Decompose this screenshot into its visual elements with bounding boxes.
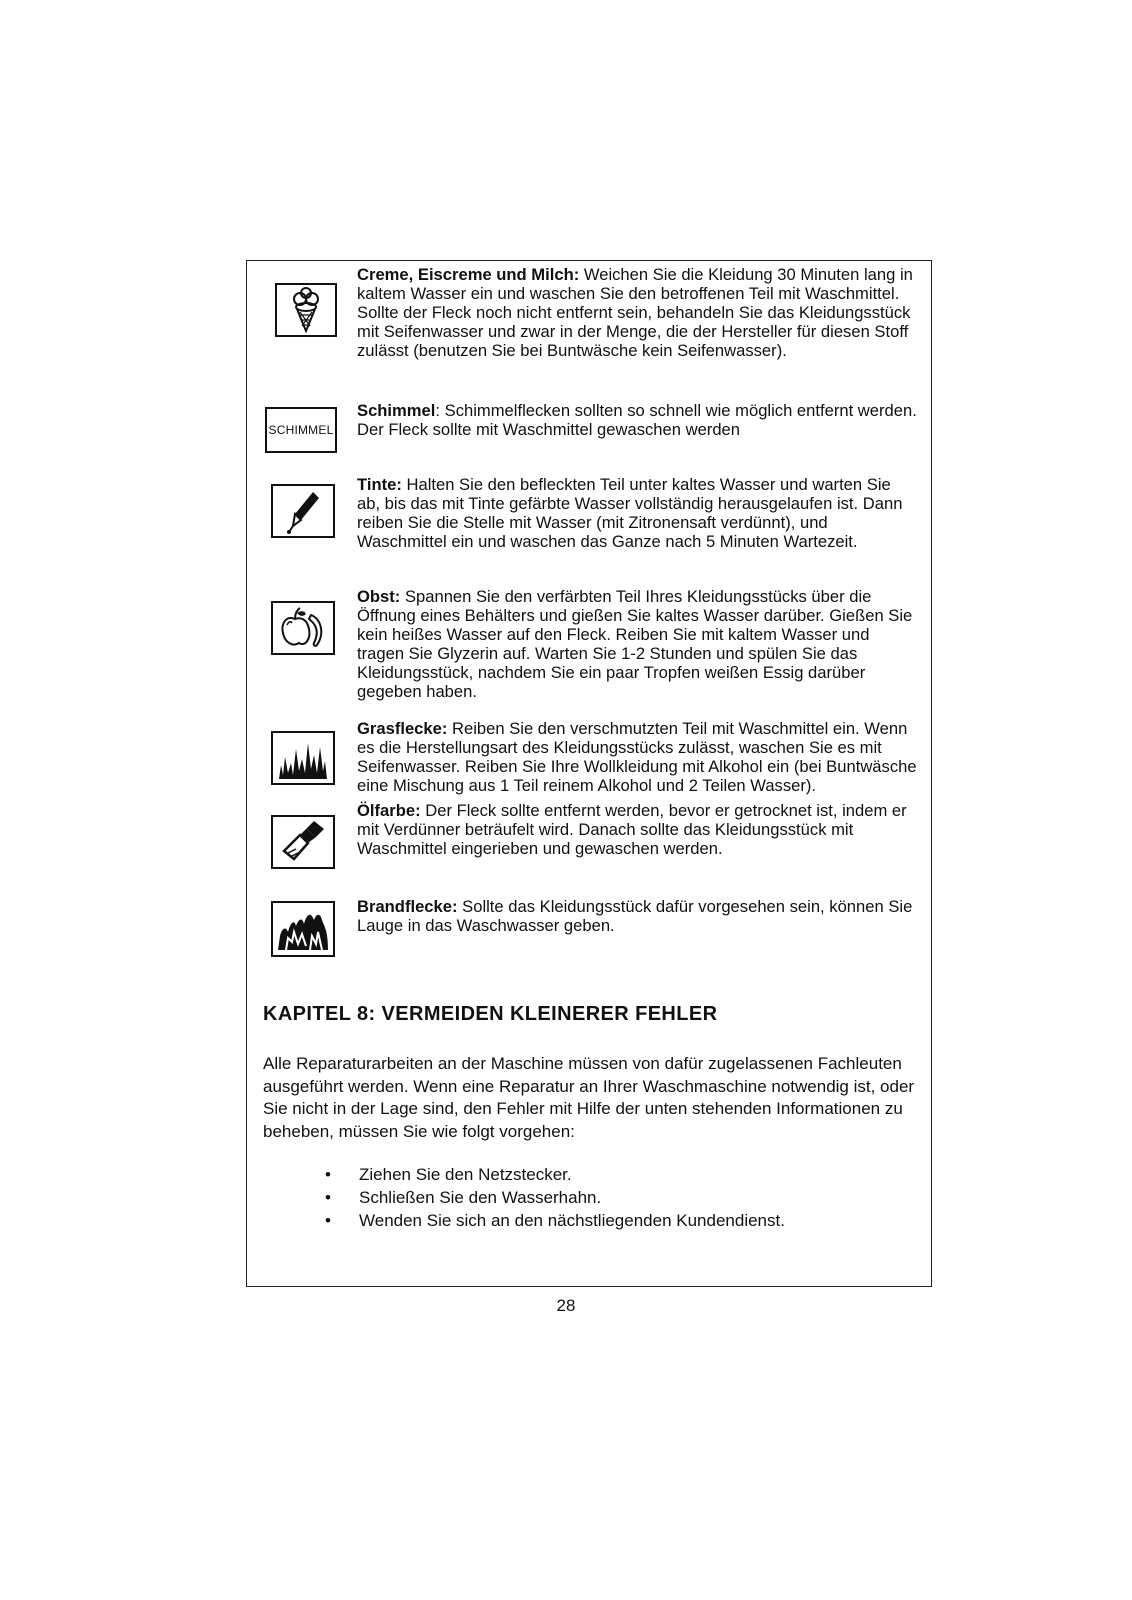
- list-item: [263, 1186, 923, 1209]
- stain-entry-oelfarbe: [357, 801, 917, 858]
- list-item-text: Schließen Sie den Wasserhahn.: [359, 1188, 602, 1207]
- entry-title: Brandflecke:: [357, 897, 458, 916]
- entry-text: Weichen Sie die Kleidung 30 Minuten lang in kaltem Wasser ein und waschen Sie den betroffenen Teil mit Waschmittel. Sollte der Fleck noch nicht entfernt sein, behandeln Sie das Kleidungsstück mit Seifenwasser und zwar in der Menge, die der Hersteller für diesen Stoff zulässt (benutzen Sie bei Buntwäsche kein Seifenwasser).: [357, 265, 913, 360]
- action-list: [263, 1163, 923, 1232]
- entry-title: Obst:: [357, 587, 401, 606]
- chapter-heading: KAPITEL 8: VERMEIDEN KLEINERER FEHLER: [263, 1003, 718, 1025]
- ink-pen-icon: [271, 484, 335, 538]
- stain-entry-tinte: [357, 475, 917, 551]
- entry-text: Spannen Sie den verfärbten Teil Ihres Kleidungsstücks über die Öffnung eines Behälters und gießen Sie kaltes Wasser darüber. Gießen Sie kein heißes Wasser auf den Fleck. Reiben Sie mit kaltem Wasser und tragen Sie Glyzerin auf. Warten Sie 1-2 Stunden und spülen Sie das Kleidungsstück, nachdem Sie ein paar Tropfen weißen Essig darüber gegeben haben.: [357, 587, 913, 701]
- grass-icon: [271, 731, 335, 785]
- stain-entry-creme: [357, 265, 917, 360]
- page-number: 28: [556, 1296, 576, 1315]
- entry-title: Tinte:: [357, 475, 402, 494]
- mold-icon-label: SCHIMMEL: [268, 423, 334, 437]
- bullet-icon: •: [325, 1188, 331, 1207]
- entry-title: Ölfarbe:: [357, 801, 421, 820]
- ice-cream-icon: [275, 283, 337, 337]
- content-frame: [246, 260, 932, 1287]
- list-item: [263, 1163, 923, 1186]
- entry-text: Sollte das Kleidungsstück dafür vorgesehen sein, können Sie Lauge in das Waschwasser geben.: [357, 897, 913, 935]
- stain-entry-grasflecke: [357, 719, 917, 795]
- entry-title: Creme, Eiscreme und Milch:: [357, 265, 580, 284]
- paint-brush-icon: [271, 815, 335, 869]
- mold-icon: [265, 407, 337, 453]
- stain-entry-schimmel: [357, 401, 917, 439]
- stain-entry-obst: [357, 587, 917, 701]
- entry-text: Der Fleck sollte entfernt werden, bevor er getrocknet ist, indem er mit Verdünner beträufelt wird. Danach sollte das Kleidungsstück mit Waschmittel eingerieben und gewaschen werden.: [357, 801, 907, 858]
- list-item: [263, 1209, 923, 1232]
- entry-text: : Schimmelflecken sollten so schnell wie möglich entfernt werden. Der Fleck sollte mit Waschmittel gewaschen werden: [357, 401, 917, 439]
- entry-title: Grasflecke:: [357, 719, 448, 738]
- list-item-text: Wenden Sie sich an den nächstliegenden Kundendienst.: [359, 1211, 785, 1230]
- stain-entry-brandflecke: [357, 897, 917, 935]
- entry-text: Reiben Sie den verschmutzten Teil mit Waschmittel ein. Wenn es die Herstellungsart des Kleidungsstücks zulässt, waschen Sie es mit Seifenwasser. Reiben Sie Ihre Wollkleidung mit Alkohol ein (bei Buntwäsche eine Mischung aus 1 Teil reinem Alkohol und 2 Teilen Wasser).: [357, 719, 917, 795]
- entry-title: Schimmel: [357, 401, 436, 420]
- burn-icon: [271, 901, 335, 957]
- list-item-text: Ziehen Sie den Netzstecker.: [359, 1165, 572, 1184]
- chapter-intro: Alle Reparaturarbeiten an der Maschine müssen von dafür zugelassenen Fachleuten ausgeführt werden. Wenn eine Reparatur an Ihrer Waschmaschine notwendig ist, oder Sie nicht in der Lage sind, den Fehler mit Hilfe der unten stehenden Informationen zu beheben, müssen Sie wie folgt vorgehen:: [263, 1054, 915, 1141]
- bullet-icon: •: [325, 1211, 331, 1230]
- fruit-icon: [271, 601, 335, 655]
- entry-text: Halten Sie den befleckten Teil unter kaltes Wasser und warten Sie ab, bis das mit Tinte gefärbte Wasser vollständig herausgelaufen ist. Dann reiben Sie die Stelle mit Wasser (mit Zitronensaft verdünnt), und Waschmittel ein und waschen das Ganze nach 5 Minuten Wartezeit.: [357, 475, 903, 551]
- bullet-icon: •: [325, 1165, 331, 1184]
